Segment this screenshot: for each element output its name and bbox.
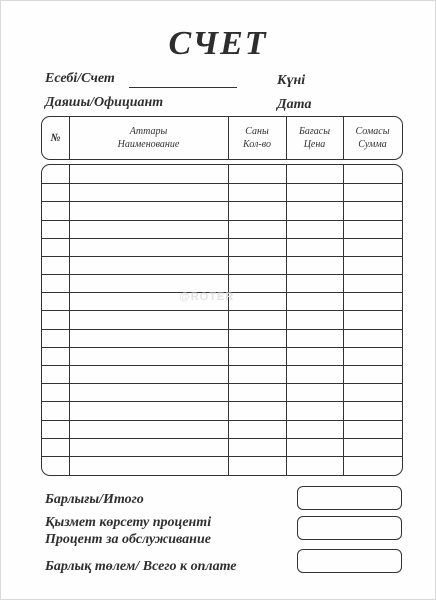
table-row-line: [42, 420, 402, 421]
total-label: Барлығы/Итого: [45, 492, 144, 507]
watermark: @ROTER: [179, 291, 235, 303]
table-header: [41, 116, 403, 160]
page-title: СЧЕТ: [168, 25, 268, 62]
column-header-name: Аттары Наименование: [117, 126, 180, 150]
table-row-line: [42, 347, 402, 348]
date-label-kz: Күні: [277, 73, 306, 88]
column-header-number: №: [50, 131, 61, 144]
service-label-ru: Процент за обслуживание: [45, 532, 211, 547]
total-box[interactable]: [297, 486, 402, 510]
column-divider: [69, 165, 70, 475]
service-percent-box[interactable]: [297, 516, 402, 540]
date-label-ru: Дата: [277, 97, 312, 112]
table-row-line: [42, 365, 402, 366]
table-row-line: [42, 201, 402, 202]
table-body: [41, 164, 403, 476]
column-header-quantity: Саны Кол-во: [243, 126, 271, 150]
table-row-line: [42, 183, 402, 184]
table-row-line: [42, 383, 402, 384]
grand-total-box[interactable]: [297, 549, 402, 573]
table-row-line: [42, 220, 402, 221]
invoice-number-line[interactable]: [129, 87, 237, 88]
column-divider: [343, 165, 344, 475]
service-label-kz: Қызмет көрсету проценті: [45, 515, 212, 530]
invoice-number-label: Есебі/Счет: [45, 71, 115, 86]
grand-total-label: Барлық төлем/ Всего к оплате: [45, 559, 237, 574]
column-header-sum: Сомасы Сумма: [355, 126, 390, 150]
table-row-line: [42, 238, 402, 239]
column-divider: [228, 165, 229, 475]
table-row-line: [42, 456, 402, 457]
table-row-line: [42, 329, 402, 330]
table-row-line: [42, 401, 402, 402]
table-row-line: [42, 274, 402, 275]
waiter-label: Даяшы/Официант: [45, 95, 164, 110]
table-row-line: [42, 256, 402, 257]
table-row-line: [42, 438, 402, 439]
column-header-price: Бағасы Цена: [298, 126, 330, 150]
table-row-line: [42, 310, 402, 311]
column-divider: [286, 165, 287, 475]
